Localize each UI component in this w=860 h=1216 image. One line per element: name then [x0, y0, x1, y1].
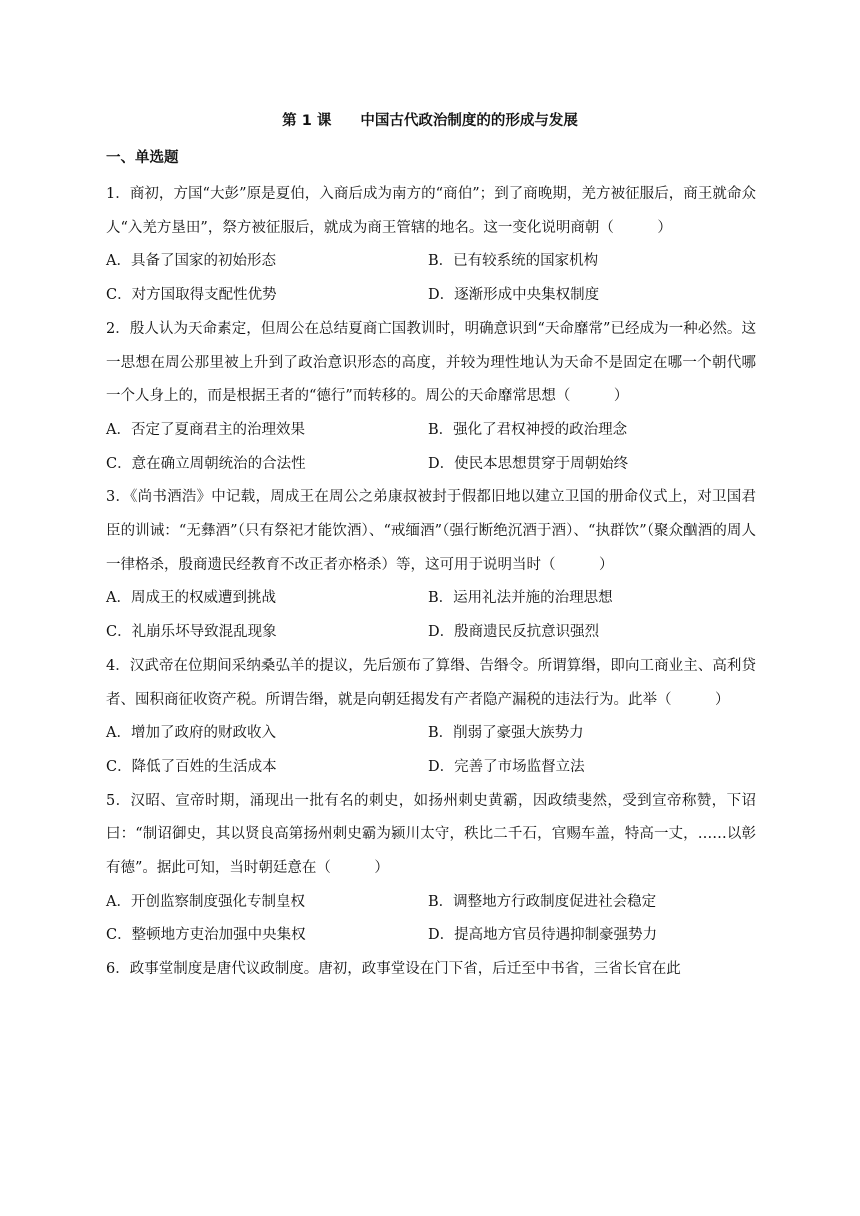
option-c: C．礼崩乐坏导致混乱现象 [106, 624, 277, 641]
question-6 [106, 953, 756, 987]
option-d: D．使民本思想贯穿于周朝始终 [428, 455, 629, 472]
option-a: A．否定了夏商君主的治理效果 [106, 421, 305, 438]
option-b: B．调整地方行政制度促进社会稳定 [428, 893, 657, 910]
page-title: 第 1 课 中国古代政治制度的的形成与发展 [282, 113, 578, 129]
question-stem: 1．商初，方国“大彭”原是夏伯，入商后成为南方的“商伯”；到了商晚期，羌方被征服后，商王就命众人“入羌方垦田”，祭方被征服后，就成为商王管辖的地名。这一变化说明商朝（ ） [106, 186, 756, 236]
question-list [106, 178, 756, 987]
option-a: A．具备了国家的初始形态 [106, 253, 276, 270]
option-d: D．殷商遗民反抗意识强烈 [428, 624, 600, 641]
question-stem: 4．汉武帝在位期间采纳桑弘羊的提议，先后颁布了算缗、告缗令。所谓算缗，即向工商业主、高利贷者、囤积商征收资产税。所谓告缗，就是向朝廷揭发有产者隐产漏税的违法行为。此举（ ） [106, 657, 756, 708]
option-c: C．对方国取得支配性优势 [106, 287, 277, 304]
question-5 [106, 785, 756, 954]
option-d: D．完善了市场监督立法 [428, 758, 585, 775]
option-list [106, 414, 756, 481]
question-stem: 5．汉昭、宣帝时期，涌现出一批有名的刺史，如扬州刺史黄霸，因政绩斐然，受到宣帝称赞，下诏曰：“制诏御史，其以贤良高第扬州刺史霸为颍川太守，秩比二千石，官赐车盖，特高一丈，……以彰有德”。据此可知，当时朝廷意在（ ） [106, 792, 756, 877]
option-a: A．增加了政府的财政收入 [106, 725, 276, 742]
question-4 [106, 650, 756, 785]
option-d: D．逐渐形成中央集权制度 [428, 287, 600, 304]
option-list [106, 717, 756, 784]
section-heading: 一、单选题 [106, 150, 179, 166]
option-a: A．开创监察制度强化专制皇权 [106, 893, 305, 910]
option-c: C．意在确立周朝统治的合法性 [106, 455, 306, 472]
option-b: B．运用礼法并施的治理思想 [428, 590, 613, 607]
option-list [106, 582, 756, 649]
option-c: C．整顿地方吏治加强中央集权 [106, 927, 306, 944]
question-stem: 2．殷人认为天命素定，但周公在总结夏商亡国教训时，明确意识到“天命靡常”已经成为一种必然。这一思想在周公那里被上升到了政治意识形态的高度，并较为理性地认为天命不是固定在哪一个朝代哪一个人身上的，而是根据王者的“德行”而转移的。周公的天命靡常思想（ ） [106, 320, 756, 405]
option-a: A．周成王的权威遭到挑战 [106, 590, 276, 607]
option-b: B．削弱了豪强大族势力 [428, 725, 584, 742]
question-1 [106, 178, 756, 313]
option-b: B．已有较系统的国家机构 [428, 253, 599, 270]
option-list [106, 245, 756, 312]
option-d: D．提高地方官员待遇抑制豪强势力 [428, 927, 658, 944]
option-b: B．强化了君权神授的政治理念 [428, 421, 628, 438]
question-2 [106, 313, 756, 482]
question-3 [106, 481, 756, 650]
question-stem: 3．《尚书酒浩》中记载，周成王在周公之弟康叔被封于假都旧地以建立卫国的册命仪式上，对卫国君臣的训诫：“无彝酒”（只有祭祀才能饮酒）、“戒缅酒”（强行断绝沉酒于酒）、“执群饮”（聚众酗酒的周人一律格杀，殷商遗民经教育不改正者亦格杀）等，这可用于说明当时（ ） [106, 489, 756, 573]
option-list [106, 886, 756, 953]
option-c: C．降低了百姓的生活成本 [106, 758, 277, 775]
question-stem: 6．政事堂制度是唐代议政制度。唐初，政事堂设在门下省，后迁至中书省，三省长官在此 [106, 961, 681, 978]
